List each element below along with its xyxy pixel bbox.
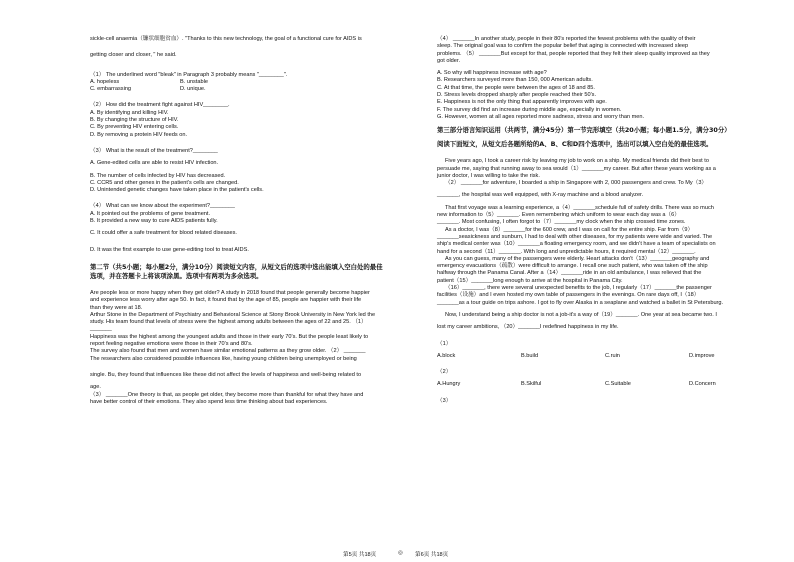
passage-line: Happiness was the highest among the youngest adults and those in their early 70's. But the people least likely to bbox=[90, 333, 369, 340]
cloze-line: junior doctor, I was willing to take the risk. bbox=[437, 172, 540, 179]
answer-row bbox=[90, 86, 435, 93]
cloze-line: Now, I understand being a ship doctor is not a job-it's a way of（19）_______. One year at sea became two. I bbox=[445, 311, 717, 318]
cloze-line: patient（15）_______long enough to arrive at the hospital in Panama City. bbox=[437, 277, 623, 284]
section-header: 选项，并在答题卡上将该项涂黑。选项中有两项为多余选项。 bbox=[90, 271, 263, 280]
answer-option: A. By identifying and killing HIV. bbox=[90, 109, 169, 116]
cloze-line: persuade me, saying that running away to sea would（1）_______my career. But after these years working as a bbox=[437, 165, 716, 172]
answer-option: A.Hungry bbox=[437, 381, 461, 388]
cloze-line: As you can guess, many of the passengers were elderly. Heart attacks don't（13）_______geography and bbox=[445, 255, 710, 262]
passage-line: have better control of their emotions. They also spend less time thinking about bad experiences. bbox=[90, 398, 328, 405]
passage-line: study. His team found that levels of stress were the highest among adults between the ages of 22 and 25. （1） bbox=[90, 319, 367, 326]
answer-option: B. By changing the structure of HIV. bbox=[90, 117, 179, 124]
cloze-line: As a doctor, I was（8）_______for the 600 crew, and I was on call for the entire ship. Far from（9） bbox=[445, 226, 694, 233]
center-mark: ◎ bbox=[398, 550, 403, 556]
answer-option: C. embarrassing bbox=[90, 86, 132, 93]
passage-line: single. Bu, they found that influences like these did not affect the levels of happiness and well-being related to bbox=[90, 371, 362, 378]
instruction: 阅读下面短文，从短文后各题所给的A、B、C和D四个选项中，选出可以填入空白处的最佳选项。 bbox=[437, 140, 713, 149]
passage-line: The survey also found that men and women have similar emotional patterns as they grow older. （2） _______ bbox=[90, 348, 366, 355]
answer-row bbox=[90, 79, 435, 86]
cloze-line: _______as a tour guide on trips ashore. I got to fly over Alaska in a seaplane and watched a ballet in St Petersburg. bbox=[437, 299, 724, 306]
answer-option: D.Concern bbox=[689, 381, 716, 388]
sentence-option: F. The survey did find an increase during middle age, especially in women. bbox=[437, 106, 622, 113]
passage-line: _______ bbox=[90, 326, 112, 333]
sentence-option: C. At that time, the people were between the ages of 18 and 85. bbox=[437, 84, 595, 91]
passage-line: Arthur Stone in the Department of Psychiatry and Behavioral Science at Stony Brook University in New York led the bbox=[90, 311, 376, 318]
answer-option: C. CCR5 and other genes in the patient's cells are changed. bbox=[90, 179, 239, 186]
cloze-line: （16）_______, there were several unexpected benefits to the job, I regularly（17）_______the passenger bbox=[445, 285, 712, 292]
left-page-number: 第5页 共18页 bbox=[343, 552, 377, 558]
answer-option: D. It was the first example to use gene-editing tool to treat AIDS. bbox=[90, 246, 249, 253]
cloze-line: halfway through the Panama Canal. After a（14）_______ride in an old ambulance, I was relieved that the bbox=[437, 270, 702, 277]
answer-option: B.Skilful bbox=[521, 381, 542, 388]
answer-option: B. It provided a new way to cure AIDS patients fully. bbox=[90, 218, 218, 225]
answer-option: B.build bbox=[521, 352, 539, 359]
intro-line: sickle-cell anaemia（镰状细胞贫血）. "Thanks to this new technology, the goal of a functional cure for AIDS is bbox=[90, 36, 362, 42]
answer-option: D. unique. bbox=[180, 86, 206, 93]
intro-line: getting closer and closer, " he said. bbox=[90, 52, 177, 59]
answer-number: （3） bbox=[437, 397, 452, 404]
passage-line: than they were at 18. bbox=[90, 304, 143, 311]
section-header: 第三部分语言知识运用（共两节，满分45分）第一节完形填空（共20小题；每小题1.5分，满分30分） bbox=[437, 126, 731, 135]
passage-line: problems. （5） _______But except for that, people reported that they felt their sleep quality improved as they bbox=[437, 50, 710, 57]
passage-line: got older. bbox=[437, 57, 461, 64]
passage-line: sleep. The original goal was to confirm the popular belief that aging is connected with increased sleep bbox=[437, 43, 689, 50]
passage-line: （4） _______In another study, people in their 80's reported the fewest problems with the quality of their bbox=[437, 36, 696, 42]
answer-option: B. The number of cells infected by HIV has decreased. bbox=[90, 172, 226, 179]
passage-line: Are people less or more happy when they get older? A study in 2018 found that people generally become happier bbox=[90, 289, 370, 296]
answer-number: （2） bbox=[437, 369, 452, 376]
question-stem: （2） How did the treatment fight against HIV________. bbox=[90, 102, 230, 109]
answer-option: C. By preventing HIV entering cells. bbox=[90, 124, 179, 131]
sentence-option: A. So why will happiness increase with age? bbox=[437, 70, 547, 77]
passage-line: The researchers also considered possible influences like, having young children being unemployed or being bbox=[90, 355, 357, 362]
answer-option: D. Unintended genetic changes have taken place in the patient's cells. bbox=[90, 187, 264, 194]
answer-option: C. It could offer a safe treatment for blood related diseases. bbox=[90, 230, 237, 237]
cloze-line: emergency evacuations（疏散）were difficult to arrange. I recall one such patient, who was taken off the ship bbox=[437, 263, 708, 270]
answer-option: B. unstable bbox=[180, 78, 208, 85]
passage-line: report feeling negative emotions were those in their 70's and 80's. bbox=[90, 341, 253, 348]
cloze-line: new information to（5）_______. Even remembering which uniform to wear each day was a（6） bbox=[437, 212, 680, 219]
cloze-line: facilities（设施）and I even hosted my own table of passengers in the evenings. On rare days off, I（18） bbox=[437, 292, 700, 299]
question-stem: （4） What can we know about the experiment?________ bbox=[90, 203, 235, 210]
passage-line: and experience less worry after age 50. In fact, it found that by the age of 85, people are happier with their life bbox=[90, 297, 362, 304]
question-stem: （1） The underlined word "bleak" in Paragraph 3 probably means "________". bbox=[90, 71, 288, 78]
sentence-option: E. Happiness is not the only thing that apparently improves with age. bbox=[437, 99, 607, 106]
cloze-line: _______, the hospital was well equipped, with X-ray machine and a blood analyzer. bbox=[437, 192, 644, 199]
cloze-line: （2） _______for adventure, I boarded a ship in Singapore with 2, 000 passengers and crew. To My（3） bbox=[445, 180, 708, 187]
right-column bbox=[437, 36, 782, 405]
section-header: 第二节（共5小题；每小题2分，满分10分）阅读短文内容，从短文后的选项中选出能填入空白处的最佳 bbox=[90, 262, 383, 271]
cloze-line: Five years ago, I took a career risk by leaving my job to work on a ship. My medical friends did their best to bbox=[445, 158, 709, 165]
answer-option: A.block bbox=[437, 352, 456, 359]
answer-option: C.ruin bbox=[605, 352, 620, 359]
answer-row bbox=[437, 381, 782, 388]
cloze-line: lost my career ambitions, （20）_______I redefined happiness in my life. bbox=[437, 324, 619, 331]
answer-option: A. It pointed out the problems of gene treatment. bbox=[90, 210, 211, 217]
cloze-line: ship's medical center was（10）_______a floating emergency room, and we didn't have a team of specialists on bbox=[437, 241, 716, 248]
cloze-line: That first voyage was a learning experience, a（4）_______schedule full of safety drills. There was so much bbox=[445, 204, 714, 211]
answer-option: D.improve bbox=[689, 352, 715, 359]
right-page-number: 第6页 共18页 bbox=[415, 552, 449, 558]
cloze-line: _______. Most confusing, I often forgot to（7）_______my clock when the ship crossed time zones. bbox=[437, 219, 686, 226]
left-column bbox=[90, 36, 435, 406]
answer-number: （1） bbox=[437, 340, 452, 347]
answer-option: A. Gene-edited cells are able to resist HIV infection. bbox=[90, 160, 219, 167]
passage-line: age. bbox=[90, 384, 101, 391]
sentence-option: G. However, women at all ages reported more sadness, stress and worry than men. bbox=[437, 113, 645, 120]
cloze-line: _______seasickness and sunburn, I had to deal with other diseases, for my patients were wide and varied. The bbox=[437, 233, 713, 240]
passage-line: （3） _______One theory is that, as people get older, they become more than thankful for what they have and bbox=[90, 391, 364, 398]
answer-option: C.Suitable bbox=[605, 381, 631, 388]
cloze-line: hand for a second（11）_______. With long and unpredictable hours, it required mental（12）_______. bbox=[437, 248, 696, 255]
answer-row bbox=[437, 353, 782, 360]
sentence-option: B. Researchers surveyed more than 150, 000 American adults. bbox=[437, 77, 593, 84]
answer-option: A. hopeless bbox=[90, 78, 120, 85]
question-stem: （3） What is the result of the treatment?________ bbox=[90, 147, 218, 154]
sentence-option: D. Stress levels dropped sharply after people reached their 50's. bbox=[437, 92, 597, 99]
answer-option: D. By removing a protein HIV feeds on. bbox=[90, 131, 188, 138]
